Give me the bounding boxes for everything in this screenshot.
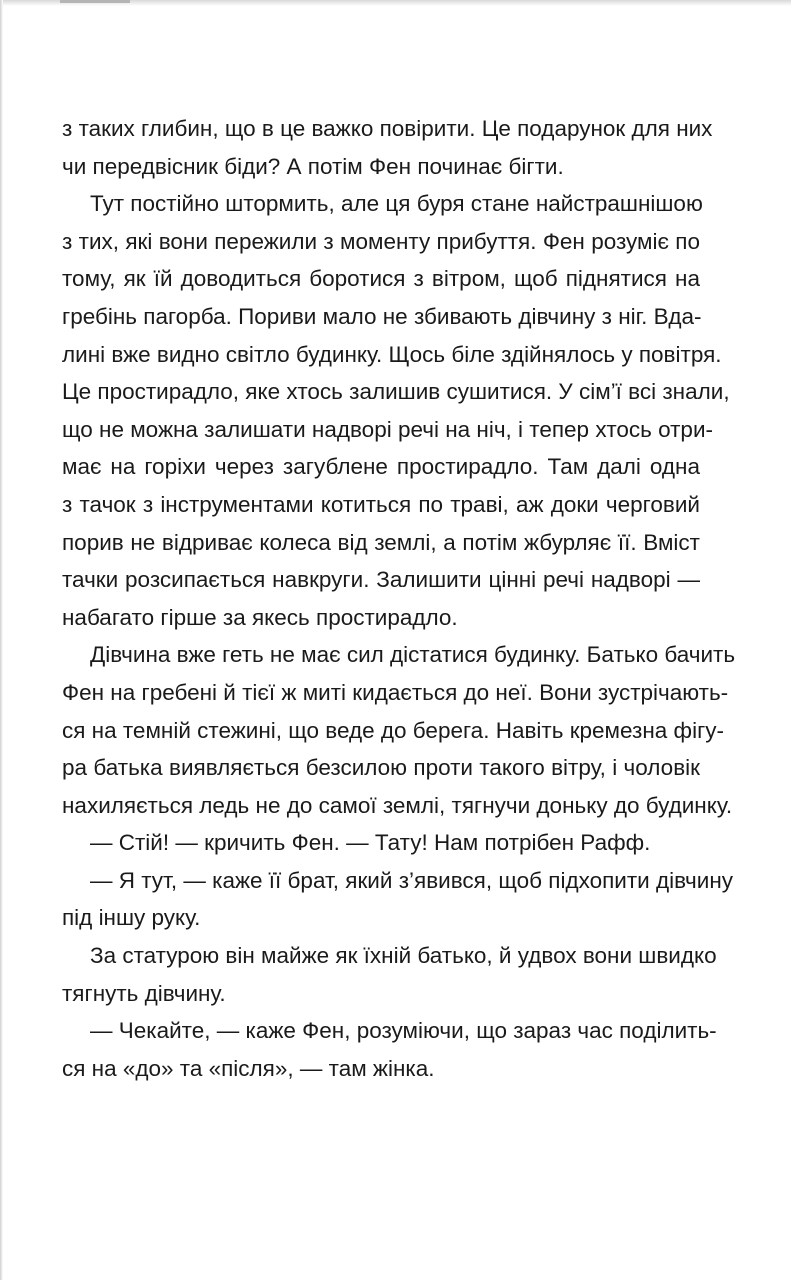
text-line: під іншу руку. [62,905,201,931]
text-line: Тут постійно штормить, але ця буря стане найстрашнішою [90,191,703,217]
text-line: За статурою він майже як їхній батько, й удвох вони швидко [90,943,717,969]
text-line: гребінь пагорба. Пориви мало не збивають дівчину з ніг. Вда- [62,303,702,329]
text-line: має на горіхи через загублене простирадло. Там далі одна [62,454,700,480]
text-line: Фен на гребені й тієї ж миті кидається до неї. Вони зустрічають- [62,679,729,705]
text-line: — Я тут, — каже її брат, який з’явився, щоб підхопити дівчину [90,867,733,893]
text-line: тягнуть дівчину. [62,980,226,1006]
text-line: — Чекайте, — каже Фен, розуміючи, що зараз час поділить- [90,1018,717,1044]
text-line: ра батька виявляється безсилою проти такого вітру, і чоловік [62,755,700,781]
page-scan-mark [60,0,130,3]
text-line: ся на темній стежині, що веде до берега. Навіть кремезна фігу- [62,717,725,743]
text-line: набагато гірше за якесь простирадло. [62,604,458,630]
text-line: порив не відриває колеса від землі, а потім жбурляє її. Вміст [62,529,700,555]
text-line: тому, як їй доводиться боротися з вітром, щоб піднятися на [62,266,700,292]
text-line: Дівчина вже геть не має сил дістатися будинку. Батько бачить [90,642,736,668]
text-line: з тачок з інструментами котиться по траві, аж доки черговий [62,491,700,517]
text-line: — Стій! — кричить Фен. — Тату! Нам потрібен Рафф. [90,830,651,856]
text-line: з тих, які вони пережили з моменту прибуття. Фен розуміє по [62,228,700,254]
text-line: лині вже видно світло будинку. Щось біле здійнялось у повітря. [62,341,722,367]
page-left-edge [0,0,3,1280]
book-page-text [62,110,736,1087]
text-line: Це простирадло, яке хтось залишив сушитися. У сім’ї всі знали, [62,379,730,405]
text-line: з таких глибин, що в це важко повірити. Це подарунок для них [62,116,713,141]
text-line: ся на «до» та «після», — там жінка. [62,1055,435,1081]
text-line: тачки розсипається навкруги. Залишити цінні речі надворі — [62,567,700,593]
text-line: нахиляється ледь не до самої землі, тягнучи доньку до будинку. [62,792,733,818]
text-line: чи передвісник біди? А потім Фен починає бігти. [62,153,564,179]
text-line: що не можна залишати надворі речі на ніч, і тепер хтось отри- [62,416,714,442]
